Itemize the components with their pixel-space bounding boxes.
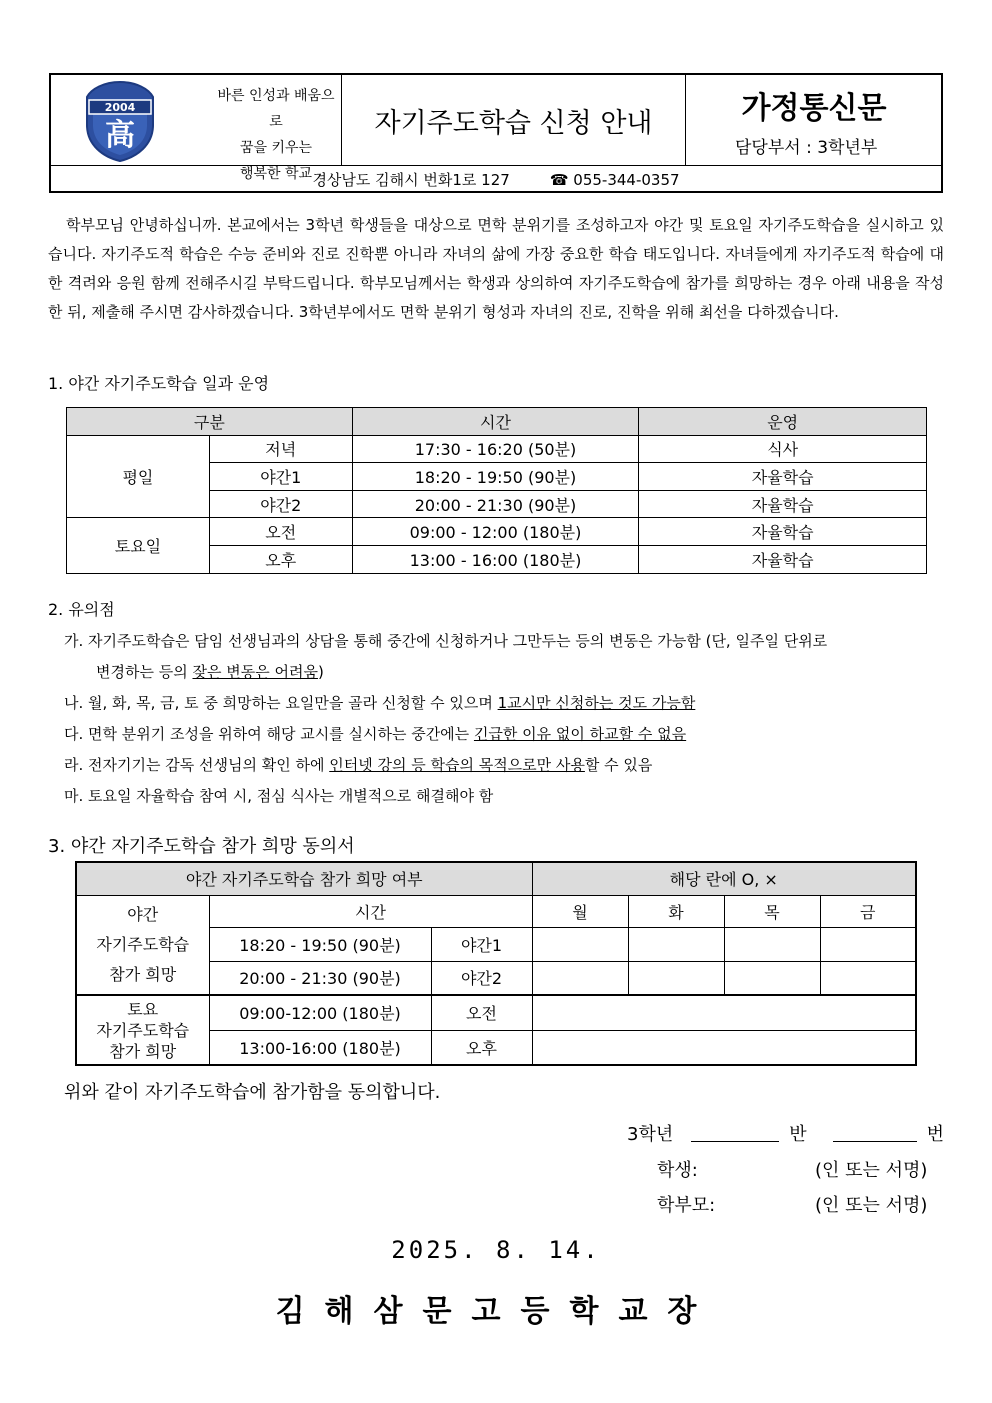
day-header: 화: [628, 895, 724, 927]
cell: 오후: [431, 1030, 532, 1065]
saturday-label: [76, 995, 209, 1065]
mark-cell-tue[interactable]: [628, 961, 724, 995]
col-header: 운영: [639, 408, 927, 436]
mark-cell-fri[interactable]: [820, 927, 916, 961]
note-ga: 가. 자기주도학습은 담임 선생님과의 상담을 통해 중간에 신청하거나 그만두는 등의 변동은 가능함 (단, 일주일 단위로: [64, 632, 828, 650]
address-row: [51, 166, 941, 193]
col-header: 구분: [67, 408, 353, 436]
label-line: 참가 희망: [109, 1041, 177, 1061]
logo-year: 2004: [104, 101, 136, 114]
intro-paragraph: 학부모님 안녕하십니까. 본교에서는 3학년 학생들을 대상으로 면학 분위기를 조성하고자 야간 및 토요일 자기주도학습을 실시하고 있습니다. 자기주도적 학습은 수능 준비와 진로 진학뿐 아니라 자녀의 삶에 가장 중요한 학습 태도입니다. 자녀들에게 자기주도적 학습에 대한 격려와 응원 함께 전해주시길 부탁드립니다. 학부모님께서는 학생과 상의하여 자기주도학습에 참가를 희망하는 경우 아래 내용을 작성한 뒤, 제출해 주시면 감사하겠습니다. 3학년부에서도 면학 분위기 형성과 자녀의 진로, 진학을 위해 최선을 다하겠습니다.: [48, 216, 944, 321]
doc-type: 가정통신문: [741, 91, 887, 126]
class-number-line: [627, 1120, 944, 1146]
note-text: 다. 면학 분위기 조성을 위하여 해당 교시를 실시하는 중간에는: [64, 725, 474, 743]
section1-title: 1. 야간 자기주도학습 일과 운영: [48, 374, 270, 393]
cell: 오전: [209, 518, 352, 546]
day-header: 월: [532, 895, 628, 927]
mark-cell-tue[interactable]: [628, 927, 724, 961]
issue-date: 2025. 8. 14.: [391, 1236, 601, 1264]
group-saturday: 토요일: [67, 518, 210, 573]
cell: 09:00-12:00 (180분): [209, 995, 431, 1030]
table-row: [67, 518, 927, 546]
table-row: [76, 995, 916, 1030]
cell: 자율학습: [639, 463, 927, 491]
notes-list: [64, 626, 827, 812]
cell: 18:20 - 19:50 (90분): [209, 927, 431, 961]
class-label: 반: [789, 1124, 807, 1145]
schedule-table: [66, 407, 927, 574]
group-weekday: 평일: [67, 435, 210, 518]
consent-header-left: 야간 자기주도학습 참가 희망 여부: [76, 862, 532, 895]
day-header: 목: [724, 895, 820, 927]
cell: 자율학습: [639, 545, 927, 573]
mark-cell-thu[interactable]: [724, 927, 820, 961]
page-title: 자기주도학습 신청 안내: [374, 107, 653, 139]
cell: 야간2: [431, 961, 532, 995]
note-ma: 마. 토요일 자율학습 참여 시, 점심 식사는 개별적으로 해결해야 함: [64, 787, 494, 805]
slogan-line: 꿈을 키우는: [239, 140, 313, 156]
label-line: 자기주도학습: [96, 934, 190, 954]
night-label: [76, 895, 209, 995]
slogan-line: 행복한 학교: [239, 166, 313, 182]
logo-char: 高: [105, 118, 135, 153]
time-header: 시간: [209, 895, 532, 927]
note-emphasis: 1교시만 신청하는 것도 가능함: [497, 694, 696, 712]
cell: 오후: [209, 545, 352, 573]
mark-cell-fri[interactable]: [820, 961, 916, 995]
cell: 09:00 - 12:00 (180분): [352, 518, 639, 546]
consent-table: [75, 861, 917, 1066]
note-emphasis: 인터넷 강의 등 학습의 목적으로만 사용: [329, 756, 585, 774]
department: 담당부서 : 3학년부: [735, 138, 878, 158]
note-ra: [64, 750, 827, 781]
phone: ☎ 055-344-0357: [549, 170, 680, 189]
note-text: 변경하는 등의: [96, 663, 193, 681]
cell: 식사: [639, 435, 927, 463]
note-emphasis: 긴급한 이유 없이 하교할 수 없음: [473, 725, 687, 743]
mark-cell-sat-pm[interactable]: [532, 1030, 916, 1065]
label-line: 토요: [127, 999, 159, 1019]
agreement-text: 위와 같이 자기주도학습에 참가함을 동의합니다.: [64, 1082, 441, 1103]
mark-cell-thu[interactable]: [724, 961, 820, 995]
cell: 오전: [431, 995, 532, 1030]
note-emphasis: 잦은 변동은 어려움: [192, 663, 318, 681]
label-line: 야간: [127, 904, 159, 924]
number-label: 번: [926, 1124, 945, 1145]
cell: 저녁: [209, 435, 352, 463]
class-blank[interactable]: [691, 1141, 779, 1142]
note-text: ): [317, 663, 324, 681]
cell: 자율학습: [639, 490, 927, 518]
day-header: 금: [820, 895, 916, 927]
divider: [685, 75, 686, 165]
cell: 13:00 - 16:00 (180분): [352, 545, 639, 573]
label-line: 자기주도학습: [96, 1020, 190, 1040]
cell: 17:30 - 16:20 (50분): [352, 435, 639, 463]
school-logo: [81, 79, 159, 163]
consent-header-right: 해당 란에 O, ×: [532, 862, 916, 895]
parent-seal[interactable]: (인 또는 서명): [815, 1195, 928, 1216]
note-da: [64, 719, 827, 750]
address: 경상남도 김해시 번화1로 127: [312, 171, 510, 189]
cell: 13:00-16:00 (180분): [209, 1030, 431, 1065]
cell: 20:00 - 21:30 (90분): [209, 961, 431, 995]
cell: 야간2: [209, 490, 352, 518]
principal-signature: 김해삼문고등학교장: [275, 1294, 717, 1329]
number-blank[interactable]: [833, 1141, 917, 1142]
cell: 야간1: [431, 927, 532, 961]
table-row: [67, 435, 927, 463]
label-line: 참가 희망: [109, 964, 177, 984]
student-seal[interactable]: (인 또는 서명): [815, 1160, 928, 1181]
parent-label: 학부모:: [657, 1195, 716, 1216]
cell: 야간1: [209, 463, 352, 491]
grade-label: 3학년: [627, 1124, 674, 1145]
section2-title: 2. 유의점: [48, 600, 115, 619]
cell: 자율학습: [639, 518, 927, 546]
slogan-line: 바른 인성과 배움으로: [217, 88, 335, 130]
cell: 20:00 - 21:30 (90분): [352, 490, 639, 518]
section3-title: 3. 야간 자기주도학습 참가 희망 동의서: [48, 836, 355, 857]
student-label: 학생:: [657, 1160, 698, 1181]
note-text: 할 수 있음: [584, 756, 653, 774]
mark-cell-mon[interactable]: [532, 927, 628, 961]
col-header: 시간: [352, 408, 639, 436]
note-na: [64, 688, 827, 719]
mark-cell-sat-am[interactable]: [532, 995, 916, 1030]
note-text: 라. 전자기기는 감독 선생님의 확인 하에: [64, 756, 330, 774]
letter-header: [49, 73, 943, 193]
mark-cell-mon[interactable]: [532, 961, 628, 995]
note-ga-cont: [64, 657, 827, 688]
note-text: 나. 월, 화, 목, 금, 토 중 희망하는 요일만을 골라 신청할 수 있으며: [64, 694, 498, 712]
cell: 18:20 - 19:50 (90분): [352, 463, 639, 491]
